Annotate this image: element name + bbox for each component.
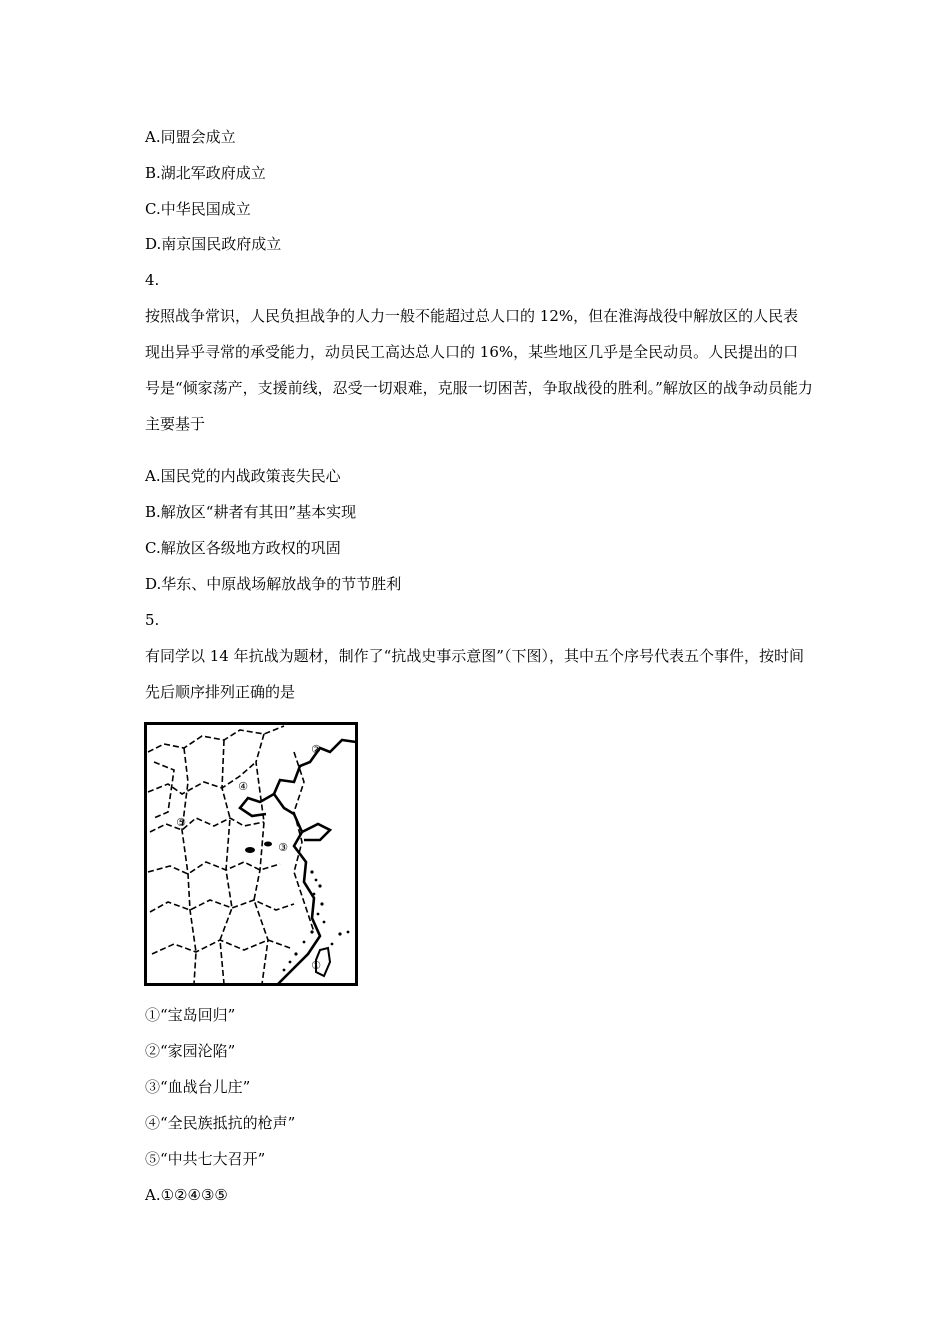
map-marker-5: ⑤	[176, 816, 186, 829]
map-marker-3: ③	[278, 841, 288, 854]
q5-option-a: A.①②④③⑤	[145, 1186, 228, 1204]
q4-option-c: C.解放区各级地方政权的巩固	[145, 539, 341, 557]
map-marker-4: ④	[238, 780, 248, 793]
q5-event-5: ⑤“中共七大召开”	[145, 1150, 266, 1168]
q4-option-d: D.华东、中原战场解放战争的节节胜利	[145, 575, 402, 593]
q4-stem: 按照战争常识，人民负担战争的人力一般不能超过总人口的 12%，但在淮海战役中解放区的人民表现出异乎寻常的承受能力，动员民工高达总人口的 16%，某些地区几乎是全民动员。人民提出的口号是“倾家荡产，支援前线，忍受一切艰难，克服一切困苦，争取战役的胜利。”解放区的战争动员能力主要基于	[145, 307, 813, 433]
china-map-figure	[144, 722, 358, 986]
q5-event-3: ③“血战台儿庄”	[145, 1078, 251, 1096]
q3-option-b: B.湖北军政府成立	[145, 164, 266, 182]
q3-option-c: C.中华民国成立	[145, 200, 251, 218]
q3-option-a: A.同盟会成立	[145, 128, 236, 146]
q5-event-1: ①“宝岛回归”	[145, 1006, 236, 1024]
q5-event-4: ④“全民族抵抗的枪声”	[145, 1114, 296, 1132]
q4-option-b: B.解放区“耕者有其田”基本实现	[145, 503, 357, 521]
q3-option-d: D.南京国民政府成立	[145, 235, 282, 253]
q5-stem: 有同学以 14 年抗战为题材，制作了“抗战史事示意图”（下图），其中五个序号代表五个事件，按时间先后顺序排列正确的是	[145, 647, 804, 701]
q4-number: 4.	[145, 271, 160, 289]
map-marker-1: ①	[311, 959, 321, 972]
q5-event-2: ②“家园沦陷”	[145, 1042, 236, 1060]
q4-option-a: A.国民党的内战政策丧失民心	[145, 467, 341, 485]
q5-number: 5.	[145, 611, 160, 629]
map-marker-2: ②	[311, 743, 321, 756]
